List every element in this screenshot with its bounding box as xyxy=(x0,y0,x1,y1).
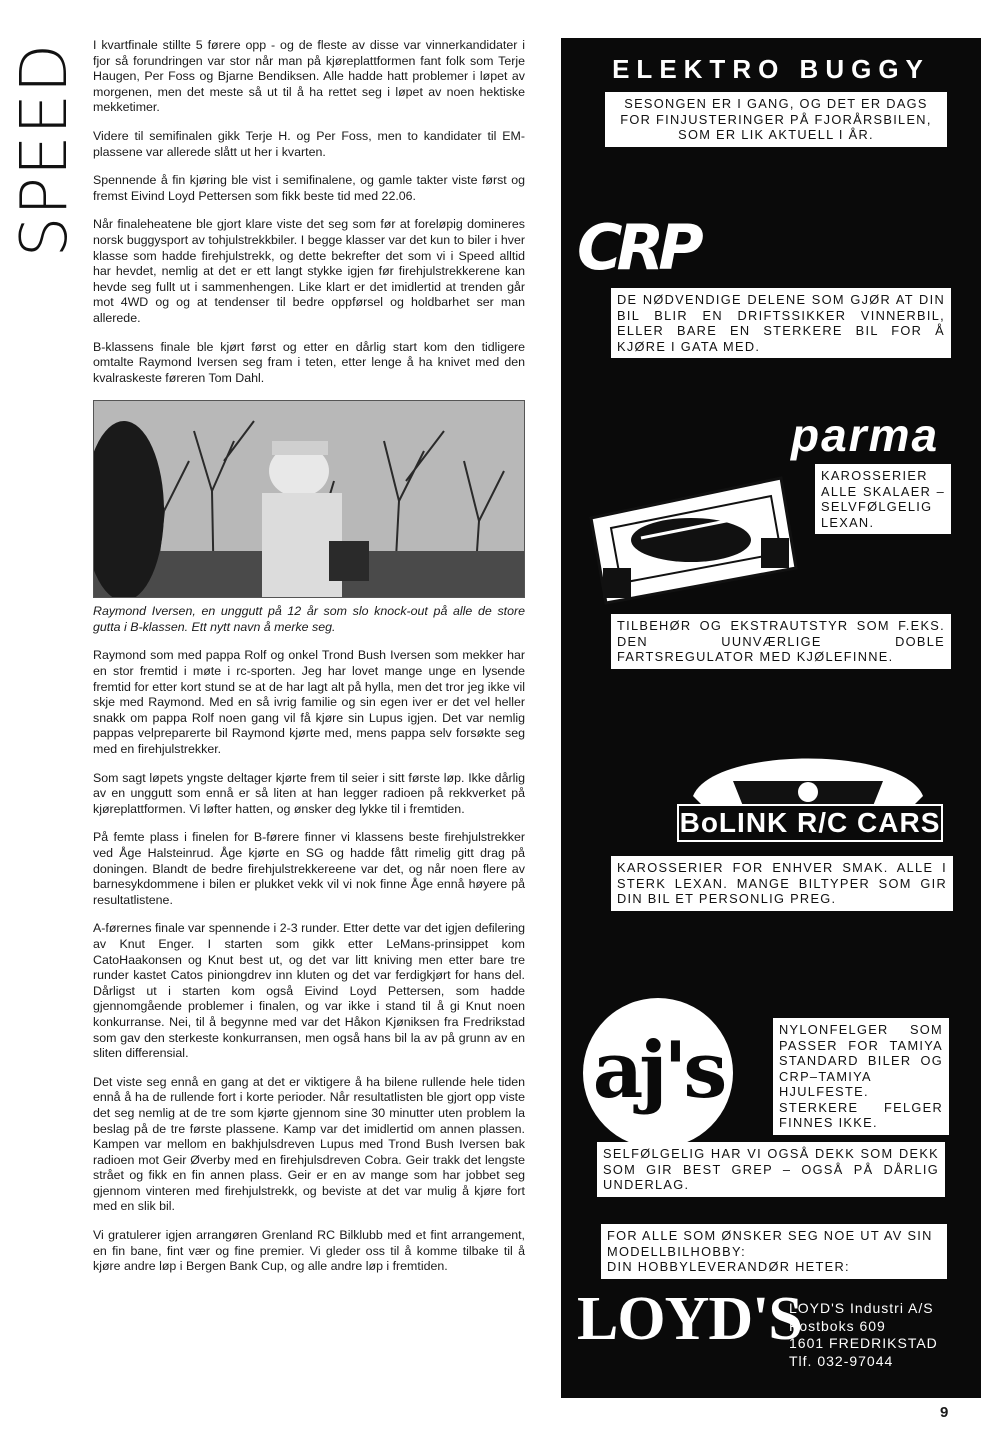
ajs-text: NYLONFELGER SOM PASSER FOR TAMIYA STANDARD BILER OG CRP–TAMIYA HJULFESTE. STERKERE FELGER FINNES IKKE. xyxy=(773,1018,949,1135)
article-paragraph: A-førernes finale var spennende i 2-3 runder. Etter dette var det igjen defilering av Knut Enger. I starten som gikk etter LeMans-prinsippet kom CatoHaakonsen og Knut best ut, og det var litt kniving men etter bare tre runder kastet Catos piniongdrev inn kluten og det var ferdigkjørt for hans del. Dårligst ut i starten kom også Eivind Loyd Pettersen, som hadde gjennomgående problemer i finalen, og var ikke i stand til å gi Knut noen konkurranse. Nei, til å begynne med var det Håkon Kjøniksen fra Fredrikstad som gav den sterkeste konkurransen, men også hans bil la av på grunn av en sliten differensial. xyxy=(93,921,525,1061)
loyds-address: LOYD'S Industri A/S Postboks 609 1601 FREDRIKSTAD Tlf. 032-97044 xyxy=(789,1300,938,1369)
article-paragraph: I kvartfinale stillte 5 førere opp - og de fleste av disse var vinnerkandidater i fjor så forundringen var stor når man på kjøreplattformen fant folk som Terje Haugen, Per Foss og Bjarne Bendiksen. Alle hadde hatt problemer i løpet av morgenen, men det meste så ut til å ha rettet seg i løpet av noen hektiske mekketimer. xyxy=(93,38,525,115)
parma-text-2: TILBEHØR OG EKSTRAUTSTYR SOM F.EKS. DEN UUNVÆRLIGE DOBLE FARTSREGULATOR MED KJØLEFINNE. xyxy=(611,614,951,669)
article-photo xyxy=(93,400,525,598)
ad-intro: SESONGEN ER I GANG, OG DET ER DAGS FOR FINJUSTERINGER PÅ FJORÅRSBILEN, SOM ER LIK AKTUELL I ÅR. xyxy=(605,92,947,147)
article-paragraph: Vi gratulerer igjen arrangøren Grenland RC Bilklubb med et fint arrangement, en fin bane, fint vær og fine premier. Vi gleder oss til å komme tilbake til å kjøre andre løp i Bergen Bank Cup, og alle andre løp i fremtiden. xyxy=(93,1228,525,1274)
ajs-logo: aj's xyxy=(583,998,733,1148)
article-paragraph: Raymond som med pappa Rolf og onkel Trond Bush Iversen som mekker har en stor fremtid i møte i rc-sporten. Jeg har lovet mange unge en lysende fremtid for etter kort stund se at de har lagt alt på hylla, men det tror jeg ikke vil skje med Raymond. Med en så ivrig familie og sin egen iver er det vel heller snakk om pappa Rolf noen gang vil få kjøre sin Lupus igjen. Det var nemlig pappas velpreparerte bil Raymond kjørte med, mens pappa selv forsøkte seg med en firehjulstrekker. xyxy=(93,648,525,757)
bolink-logo: BoLINK R/C CARS xyxy=(677,804,943,842)
article-paragraph: Det viste seg ennå en gang at det er viktigere å ha bilene rullende hele tiden ennå å ha de rullende fort i korte perioder. Når resultatlisten ble gjort opp viste det seg nemlig at de tre som kjørte gjennom sine 30 minutter uten problem la beslag på de tre første plassene. Kamp var det imidlertid om annen plassen. Kampen var mellom en bakhjulsdreven Lupus med Trond Bush Iversen bak radioen mot Geir Øverby med en firehjulsdreven Cobra. Geir trakk det lengste strået og fikk en fin annen plass. Geir er en av mange som har jobbet seg gjennom vinteren med firehjulstrekk, og beviste at det var mulig å kjøre fort med en slik bil. xyxy=(93,1074,525,1214)
page-number: 9 xyxy=(940,1404,949,1421)
article-paragraph: Når finaleheatene ble gjort klare viste det seg som før at foreløpig domineres norsk buggysport av tohjulstrekkbiler. I begge klasser var det kun to biler i hver klasse som hadde firehjulstrekk, og dette bekrefter det som vi i Speed alltid har hevdet, nemlig at det er ett langt stykke igjen før firehjulstrekkerene kan hevde seg fullt ut i sammenhengen. Like klart er det imidlertid at trenden går mot 4WD og og at tendenser til bedre oppførsel og holdbarhet ser man allerede. xyxy=(93,217,525,325)
article-paragraph: Som sagt løpets yngste deltager kjørte frem til seier i sitt første løp. Ikke dårlig av en unggutt som ennå er så liten at han legger radioen på rekkverket på kjøreplattformen. Vi løfter hatten, og ønsker deg lykke til i fremtiden. xyxy=(93,770,525,816)
section-label: SPEED xyxy=(8,42,82,258)
bolink-text: KAROSSERIER FOR ENHVER SMAK. ALLE I STERK LEXAN. MANGE BILTYPER SOM GIR DIN BIL ET PERSONLIG PREG. xyxy=(611,856,953,911)
ajs-text-2: SELFØLGELIG HAR VI OGSÅ DEKK SOM DEKK SOM GIR BEST GREP – OGSÅ PÅ DÅRLIG UNDERLAG. xyxy=(597,1142,945,1197)
photo-caption: Raymond Iversen, en unggutt på 12 år som slo knock-out på alle de store gutta i B-klassen. Ett nytt navn å merke seg. xyxy=(93,604,525,634)
article-paragraph: Spennende å fin kjøring ble vist i semifinalene, og gamle takter viste først og fremst Eivind Loyd Pettersen som fikk beste tid med 22.06. xyxy=(93,173,525,203)
loyds-logo: LOYD'S xyxy=(577,1285,802,1353)
parma-car-icon xyxy=(581,458,801,608)
article-paragraph: Videre til semifinalen gikk Terje H. og Per Foss, men to kandidater til EM-plassene var allerede slått ut her i kvarten. xyxy=(93,128,525,159)
article-paragraph: På femte plass i finelen for B-førere finner vi klassens beste firehjulstrekker ved Åge Halsteinrud. Åge kjørte en SG og hadde fått rimelig gitt drag på doningen. Blandt de bedre firehjulstrekkereene var det, og når noen flere av barnesykdommene i bilen er plukket vekk vil vi nok finne Åge ennå høyere på resultatlistene. xyxy=(93,830,525,907)
crp-text: DE NØDVENDIGE DELENE SOM GJØR AT DIN BIL BLIR EN DRIFTSSIKKER VINNERBIL, ELLER BARE EN STERKERE BIL FOR Å KJØRE I GATA MED. xyxy=(611,288,951,358)
article-paragraph: B-klassens finale ble kjørt først og etter en dårlig start kom den tidligere omtalte Raymond Iversen seg fram i teten, etter lenge å ha knivet med den kvalraskeste føreren Tom Dahl. xyxy=(93,339,525,385)
ad-title: ELEKTRO BUGGY xyxy=(612,54,930,84)
parma-logo: parma xyxy=(791,409,940,461)
crp-logo: CRP xyxy=(577,211,698,284)
closing-text: FOR ALLE SOM ØNSKER SEG NOE UT AV SIN MODELLBILHOBBY: DIN HOBBYLEVERANDØR HETER: xyxy=(601,1224,947,1279)
article-column xyxy=(93,38,525,1288)
advertisement xyxy=(561,38,981,1398)
parma-text: KAROSSERIER ALLE SKALAER – SELVFØLGELIG LEXAN. xyxy=(815,464,951,534)
